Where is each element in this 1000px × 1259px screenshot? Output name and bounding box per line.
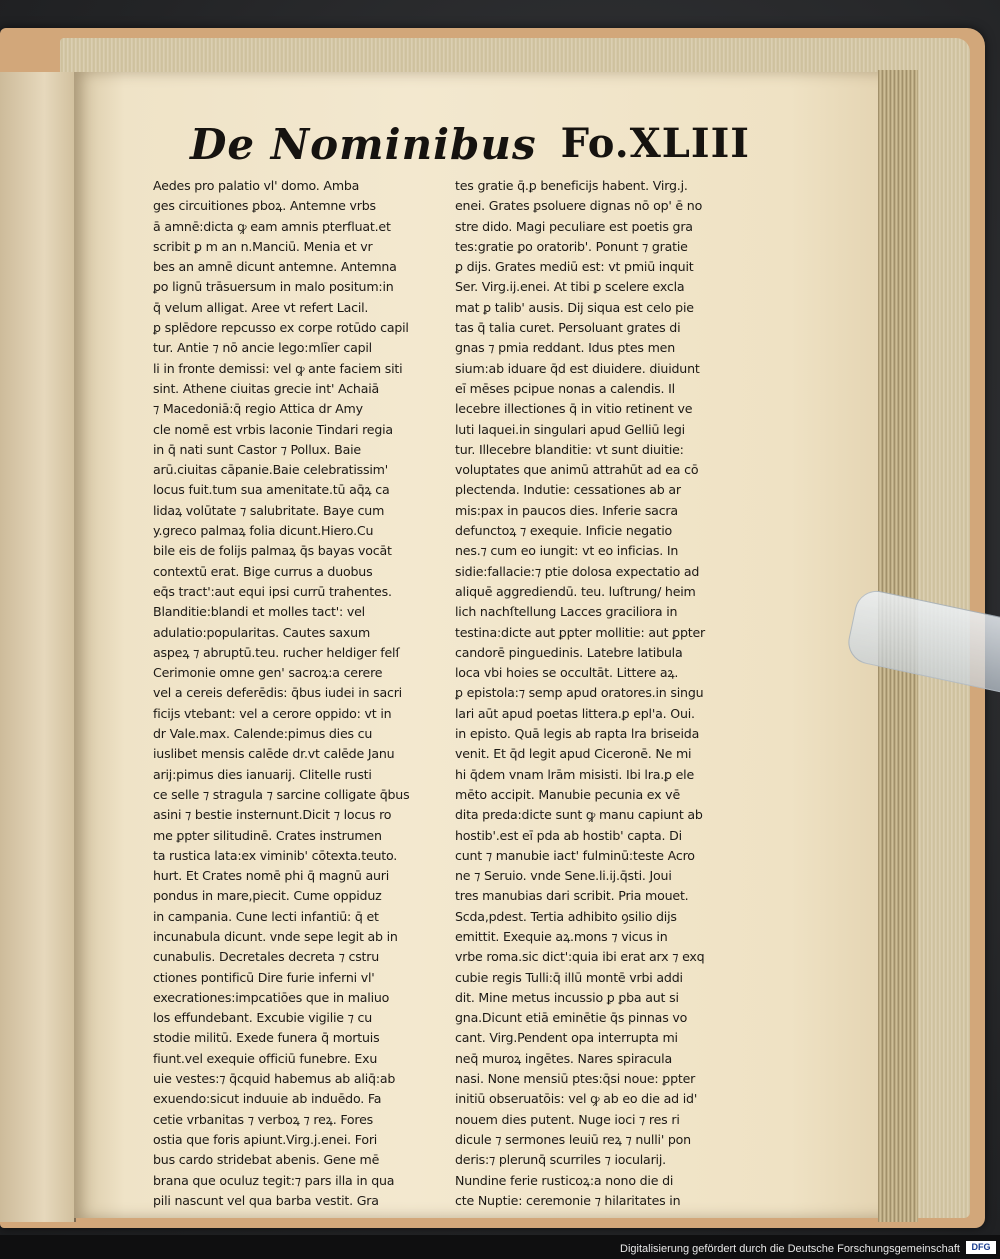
text-line: cte Nuptie: ceremonie ⁊ hilaritates in [455, 1192, 681, 1208]
text-line: hostib'.est eī pda ab hostib' capta. Di [455, 827, 682, 843]
text-line: lidaꝝ volūtate ⁊ salubritate. Baye cum [153, 502, 385, 518]
text-line: voluptates que animū attrahūt ad ea cō [455, 462, 699, 478]
text-line: ges circuitiones ꝑboꝝ. Antemne vrbs [153, 198, 376, 214]
text-line: eī mēses pcipue nonas a calendis. Il [455, 380, 675, 396]
text-line: lari aūt apud poetas littera.ꝑ epl'a. Oui. [455, 705, 695, 721]
text-line: ꝑo lignū trāsuersum in malo positum:in [153, 279, 394, 295]
text-line: aliquē aggrediendū. teu. luſtrung/ heim [455, 583, 696, 599]
text-line: dit. Mine metus incussio ꝑ ꝑba aut si [455, 989, 679, 1005]
text-line: luti laquei.in singulari apud Gelliū legi [455, 421, 685, 437]
text-line: scribit ꝑ m an n.Manciū. Menia et vr [153, 238, 373, 254]
text-line: sium:ab iduare q̄d est diuidere. diuidunt [455, 360, 700, 376]
text-line: hi q̄dem vnam lrām misisti. Ibi lra.ꝑ ele [455, 766, 695, 782]
page-heading [190, 120, 750, 176]
text-line: brana que oculuz tegit:⁊ pars illa in qua [153, 1172, 395, 1188]
text-line: testina:dicte aut ꝑpter mollitie: aut ꝑpter [455, 624, 706, 640]
text-line: tes gratie q̄.ꝑ beneficijs habent. Virg.j. [455, 178, 688, 193]
text-column-right [455, 176, 761, 1211]
text-line: ꝑ splēdore repcusso ex corpe rotūdo capil [153, 320, 409, 336]
text-line: Cerimonie omne gen' sacroꝝ:a cerere [153, 665, 383, 681]
text-line: ficijs vtebant: vel a cerore oppido: vt in [153, 705, 392, 721]
text-line: me ꝑpter silitudinē. Crates instrumen [153, 827, 382, 843]
text-line: hurt. Et Crates nomē phi q̄ magnū auri [153, 868, 390, 884]
text-line: ā amnē:dicta ꝙ eam amnis pterfluat.et [153, 218, 391, 234]
text-column-left [153, 176, 459, 1211]
text-line: dr Vale.max. Calende:pimus dies cu [153, 726, 373, 742]
text-line: plectenda. Indutie: cessationes ab ar [455, 482, 681, 498]
text-line: incunabula dicunt. vnde sepe legit ab in [153, 928, 398, 944]
text-line: deris:⁊ plerunq̄ scurriles ⁊ iocularij. [455, 1152, 666, 1168]
text-line: ꝑ epistola:⁊ semp apud oratores.in singu [455, 685, 704, 701]
text-line: ostia que foris apiunt.Virg.j.enei. Fori [153, 1131, 378, 1147]
text-line: mis:pax in paucos dies. Inferie sacra [455, 502, 678, 518]
text-line: cetie vrbanitas ⁊ verboꝝ ⁊ reꝝ. Fores [153, 1111, 374, 1127]
folio-number: Fo.XLIII [560, 120, 750, 167]
text-line: lich nachſtellung Lacces graciliora in [455, 604, 678, 620]
text-line: pondus in mare,piecit. Cume oppiduz [153, 888, 382, 904]
text-line: loca vbi hoies se occultāt. Littere aꝝ. [455, 665, 679, 681]
text-line: ⁊ Macedoniā:q̄ regio Attica dr Amy [153, 401, 363, 417]
text-line: gna.Dicunt etiā eminētie q̄s pinnas vo [455, 1010, 688, 1026]
text-line: gnas ⁊ pmia reddant. Idus ptes men [455, 340, 675, 356]
text-line: execrationes:impcatiōes que in maliuo [153, 989, 390, 1005]
text-line: vrbe roma.sic dict':quia ibi erat arx ⁊ exq [455, 949, 705, 965]
text-line: neq̄ muroꝝ ingētes. Nares spiracula [455, 1050, 672, 1066]
text-line: mat ꝑ talib' ausis. Dij siqua est celo pie [455, 299, 694, 315]
text-line: defunctoꝝ ⁊ exequie. Inficie negatio [455, 523, 673, 539]
text-line: eq̄s tract':aut equi ipsi currū trahentes. [153, 583, 392, 599]
text-line: mēto accipit. Manubie pecunia ex vē [455, 786, 680, 802]
text-line: dita preda:dicte sunt ꝙ manu capiunt ab [455, 807, 703, 823]
text-line: ta rustica lata:ex viminib' cōtexta.teuto. [153, 847, 398, 863]
running-title: De Nominibus [190, 120, 537, 169]
text-line: initiū obseruatōis: vel ꝙ ab eo die ad id' [455, 1091, 698, 1107]
text-line: Blanditie:blandi et molles tact': vel [153, 604, 365, 620]
text-line: ctiones pontificū Dire furie inferni vl' [153, 969, 375, 985]
text-line: Scda,pdest. Tertia adhibito ꝯsilio dijs [455, 908, 677, 924]
text-line: Nundine ferie rusticoꝝ:a nono die di [455, 1172, 674, 1188]
text-line: locus fuit.tum sua amenitate.tū aq̄ꝝ ca [153, 482, 390, 498]
text-line: uie vestes:⁊ q̄cquid habemus ab aliq̄:ab [153, 1071, 396, 1087]
text-line: candorē pinguedinis. Latebre latibula [455, 644, 683, 660]
text-line: nouem dies putent. Nuge ioci ⁊ res ri [455, 1111, 680, 1127]
text-line: fiunt.vel exequie officiū funebre. Exu [153, 1050, 378, 1066]
text-line: ce selle ⁊ stragula ⁊ sarcine colligate q̄bus [153, 786, 410, 802]
text-line: aspeꝝ ⁊ abruptū.teu. rucher heldiger felſ [153, 644, 400, 660]
text-line: nasi. None mensiū ptes:q̄si noue: ꝑpter [455, 1071, 696, 1087]
text-line: tes:gratie ꝑo oratorib'. Ponunt ⁊ gratie [455, 238, 688, 254]
text-line: vel a cereis deferēdis: q̄bus iudei in sacri [153, 685, 402, 701]
text-line: contextū erat. Bige currus a duobus [153, 563, 373, 579]
text-line: stodie militū. Exede funera q̄ mortuis [153, 1030, 380, 1046]
text-line: tres manubias dari scribit. Pria mouet. [455, 888, 689, 904]
text-line: exuendo:sicut induuie ab induēdo. Fa [153, 1091, 382, 1107]
text-line: tur. Antie ⁊ nō ancie lego:mlīer capil [153, 340, 372, 356]
text-line: arū.ciuitas cāpanie.Baie celebratissim' [153, 462, 388, 478]
text-line: Aedes pro palatio vl' domo. Amba [153, 178, 360, 193]
text-line: lecebre illectiones q̄ in vitio retinent ve [455, 401, 693, 417]
text-line: in q̄ nati sunt Castor ⁊ Pollux. Baie [153, 441, 361, 457]
text-line: cunabulis. Decretales decreta ⁊ cstru [153, 949, 380, 965]
text-line: y.greco palmaꝝ folia dicunt.Hiero.Cu [153, 523, 374, 539]
text-line: venit. Et q̄d legit apud Ciceronē. Ne mi [455, 746, 692, 762]
digitization-credit: Digitalisierung gefördert durch die Deutsche Forschungsgemeinschaft [620, 1243, 960, 1255]
text-line: cle nomē est vrbis laconie Tindari regia [153, 421, 393, 437]
text-line: li in fronte demissi: vel ꝙ ante faciem siti [153, 360, 403, 376]
text-line: ꝑ dijs. Grates mediū est: vt pmiū inquit [455, 259, 694, 275]
text-line: pili nascunt vel qua barba vestit. Gra [153, 1192, 379, 1208]
text-line: bus cardo stridebat abenis. Gene mē [153, 1152, 380, 1168]
text-line: los effundebant. Excubie vigilie ⁊ cu [153, 1010, 373, 1026]
text-line: cant. Virg.Pendent opa interrupta mi [455, 1030, 678, 1046]
text-line: arij:pimus dies ianuarij. Clitelle rusti [153, 766, 372, 782]
text-line: iuslibet mensis calēde dr.vt calēde Janu [153, 746, 395, 762]
text-line: asini ⁊ bestie insternunt.Dicit ⁊ locus ro [153, 807, 392, 823]
text-line: in campania. Cune lecti infantiū: q̄ et [153, 908, 379, 924]
text-line: stre dido. Magi peculiare est poetis gra [455, 218, 693, 234]
text-line: sint. Athene ciuitas grecie int' Achaiā [153, 380, 380, 396]
text-line: adulatio:popularitas. Cautes saxum [153, 624, 371, 640]
text-line: ne ⁊ Seruio. vnde Sene.li.ij.q̄sti. Joui [455, 868, 672, 884]
text-line: cunt ⁊ manubie iact' fulminū:teste Acro [455, 847, 695, 863]
text-line: sidie:fallacie:⁊ ptie dolosa expectatio ad [455, 563, 700, 579]
text-line: cubie regis Tulli:q̄ illū montē vrbi addi [455, 969, 683, 985]
text-line: emittit. Exequie aꝝ.mons ⁊ vicus in [455, 928, 668, 944]
text-line: Ser. Virg.ij.enei. At tibi ꝑ scelere excla [455, 279, 685, 295]
text-line: in episto. Quā legis ab rapta lra briseida [455, 726, 700, 742]
text-line: q̄ velum alligat. Aree vt refert Lacil. [153, 299, 369, 315]
text-line: tas q̄ talia curet. Persoluant grates di [455, 320, 681, 336]
text-line: nes.⁊ cum eo iungit: vt eo inficias. In [455, 543, 679, 559]
text-line: bile eis de folijs palmaꝝ q̄s bayas vocāt [153, 543, 392, 559]
text-line: enei. Grates ꝑsoluere dignas nō op' ē no [455, 198, 703, 214]
text-line: tur. Illecebre blanditie: vt sunt diuitie: [455, 441, 684, 457]
text-line: bes an amnē dicunt antemne. Antemna [153, 259, 397, 275]
left-page-edge [0, 72, 76, 1222]
text-line: dicule ⁊ sermones leuiū reꝝ ⁊ nulli' pon [455, 1131, 691, 1147]
dfg-logo: DFG [966, 1241, 996, 1254]
